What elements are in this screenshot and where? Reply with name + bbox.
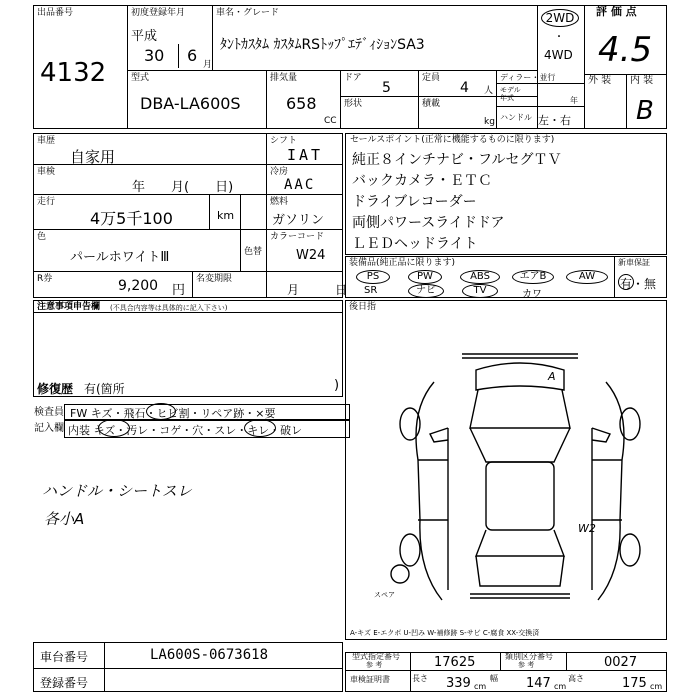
exterior-label: 外 装	[588, 75, 612, 86]
sales-point-item: 両側パワースライドドア	[352, 215, 505, 231]
length-value: 339	[446, 676, 471, 691]
load-label: 積載	[422, 99, 441, 109]
shaken-value: 年 月( 日)	[132, 180, 234, 195]
color-value: パールホワイトⅢ	[70, 250, 170, 265]
type-cert-ref: 参 考	[366, 661, 383, 669]
capacity-unit: 人	[484, 86, 494, 96]
car-name: ﾀﾝﾄｶｽﾀﾑ ｶｽﾀﾑRSﾄｯﾌﾟｴﾃﾞｨｼｮﾝSA3	[220, 37, 425, 53]
colorcode-label: カラーコード	[270, 232, 325, 242]
displacement-unit: CC	[324, 116, 337, 126]
mileage-label: 走行	[37, 197, 56, 207]
shift-label: シフト	[270, 136, 298, 146]
width-label: 幅	[490, 674, 498, 683]
era: 平成	[131, 29, 158, 44]
registration-label: 登録番号	[40, 676, 89, 690]
car-label: 車名・グレード	[216, 8, 280, 18]
equipment-title: 装備品(純正品に限ります)	[349, 258, 456, 268]
height-value: 175	[622, 676, 647, 691]
fuel-value: ガソリン	[272, 213, 325, 228]
later-label: 後日指	[349, 302, 377, 312]
handwritten-note-2: 各小A	[44, 510, 85, 528]
notes-frame	[33, 300, 343, 397]
shift-value: IAT	[287, 146, 324, 164]
sales-point-item: ＬＥＤヘッドライト	[352, 236, 478, 252]
recycle-label: R券	[37, 274, 53, 284]
damage-mark-w2: W2	[578, 522, 596, 535]
sales-point-item: バックカメラ・ＥＴＣ	[352, 173, 492, 189]
sales-point-item: ドライブレコーダー	[352, 194, 477, 210]
sales-points-title: セールスポイント(正常に機能するものに限ります)	[350, 135, 555, 145]
equip-ps: PS	[356, 270, 390, 284]
reg-year: 30	[144, 46, 165, 65]
entry-label: 記入欄	[34, 423, 64, 434]
inspector-label: 検査員	[34, 407, 64, 418]
equip-leather: カワ	[522, 289, 542, 300]
equip-pw: PW	[408, 270, 442, 284]
first-reg-label: 初度登録年月	[131, 8, 186, 18]
grade-value: 4.5	[598, 30, 653, 70]
circle-chip	[146, 403, 176, 420]
modelyear-unit: 年	[570, 96, 578, 105]
repair-close: )	[334, 378, 340, 393]
drive-4wd: 4WD	[544, 48, 573, 62]
cooler-value: AAC	[284, 177, 316, 193]
equip-airbag: エアB	[512, 270, 554, 284]
doors-label: ドア	[344, 73, 362, 83]
grade-label: 評 価 点	[596, 5, 637, 18]
class-ref: 参 考	[518, 661, 535, 669]
month-unit: 月	[203, 60, 213, 70]
capacity-value: 4	[460, 80, 469, 96]
doors-value: 5	[382, 80, 391, 96]
chassis-label: 車台番号	[40, 650, 89, 664]
fuel-label: 燃料	[270, 197, 289, 207]
lot-number: 4132	[40, 58, 107, 88]
drive-2wd: 2WD	[541, 9, 579, 27]
recycle-value: 9,200	[118, 278, 159, 294]
sales-point-item: 純正８インチナビ・フルセグＴＶ	[352, 152, 562, 168]
inspection-row2-text: 内装 キズ・汚レ・コゲ・穴・スレ・キレ・破レ	[68, 424, 303, 437]
cooler-label: 冷房	[270, 167, 289, 177]
warranty-value: 有・無	[620, 277, 657, 291]
length-unit: cm	[474, 682, 487, 691]
history-value: 自家用	[70, 148, 116, 166]
notes-title: 注意事項申告欄	[37, 302, 101, 312]
class-label: 類別区分番号	[505, 652, 553, 661]
drive-dot: ・	[554, 32, 564, 43]
circle-scratch	[98, 419, 130, 437]
new-car-warranty-label: 新車保証	[618, 258, 650, 267]
equip-abs: ABS	[460, 270, 500, 284]
height-unit: cm	[650, 682, 663, 691]
notes-subtitle: (不具合内容等は具体的に記入下さい)	[110, 304, 228, 312]
type-cert-value: 17625	[434, 655, 476, 670]
shaken-label: 車検	[37, 167, 56, 177]
equip-navi: ナビ	[408, 284, 444, 298]
displacement-value: 658	[286, 94, 317, 113]
displacement-label: 排気量	[270, 73, 298, 83]
mileage-unit: km	[217, 209, 235, 222]
body-label: 形状	[344, 99, 363, 109]
equip-aw: AW	[566, 270, 608, 284]
model-value: DBA-LA600S	[140, 94, 241, 113]
height-label: 高さ	[568, 674, 584, 683]
mileage-value: 4万5千100	[90, 209, 173, 228]
handwritten-note-1: ハンドル・シートスレ	[42, 482, 192, 500]
dims-label: 車検証明書	[350, 675, 390, 684]
colorcode-value: W24	[296, 248, 326, 263]
repair-value: 有(箇所	[84, 382, 125, 396]
length-label: 長さ	[412, 674, 428, 683]
model-label: 型式	[131, 73, 150, 83]
deadline-label: 名変期限	[196, 274, 233, 284]
spare-label: スペア	[374, 591, 395, 599]
width-unit: cm	[554, 682, 567, 691]
interior-label: 内 装	[630, 75, 654, 86]
class-value: 0027	[604, 655, 638, 670]
sales-points-list	[352, 150, 561, 255]
car-damage-diagram	[390, 350, 650, 620]
modelyear-label: モデル年式	[500, 86, 521, 102]
width-value: 147	[526, 676, 551, 691]
recycle-unit: 円	[172, 283, 186, 298]
damage-mark-a: A	[548, 370, 556, 383]
history-label: 車歴	[37, 136, 56, 146]
deadline-value: 月 日	[287, 283, 348, 297]
handle-label: ハンドル	[500, 113, 532, 122]
equip-tv: TV	[462, 284, 498, 298]
reg-month: 6	[187, 46, 198, 65]
recolor-label: 色替	[244, 247, 263, 257]
load-unit: kg	[484, 117, 495, 127]
inspection-row1-text: FW キズ・飛石・ヒビ割・リペア跡・×要	[70, 407, 276, 420]
equip-sr: SR	[364, 285, 378, 296]
damage-legend: A-キズ E-エクボ U-凹み W-補修跡 S-サビ C-腐食 XX-交換済	[350, 629, 540, 637]
capacity-label: 定員	[422, 73, 441, 83]
lot-label: 出品番号	[37, 8, 74, 18]
dealer-label: ディラー・並行	[500, 73, 556, 82]
type-cert-label: 型式指定番号	[352, 652, 400, 661]
interior-value: B	[636, 96, 654, 126]
handle-value: 左・右	[538, 114, 571, 127]
chassis-value: LA600S-0673618	[150, 647, 269, 663]
repair-label: 修復歴	[37, 382, 74, 396]
circle-wear	[244, 419, 276, 437]
color-label: 色	[37, 232, 47, 242]
